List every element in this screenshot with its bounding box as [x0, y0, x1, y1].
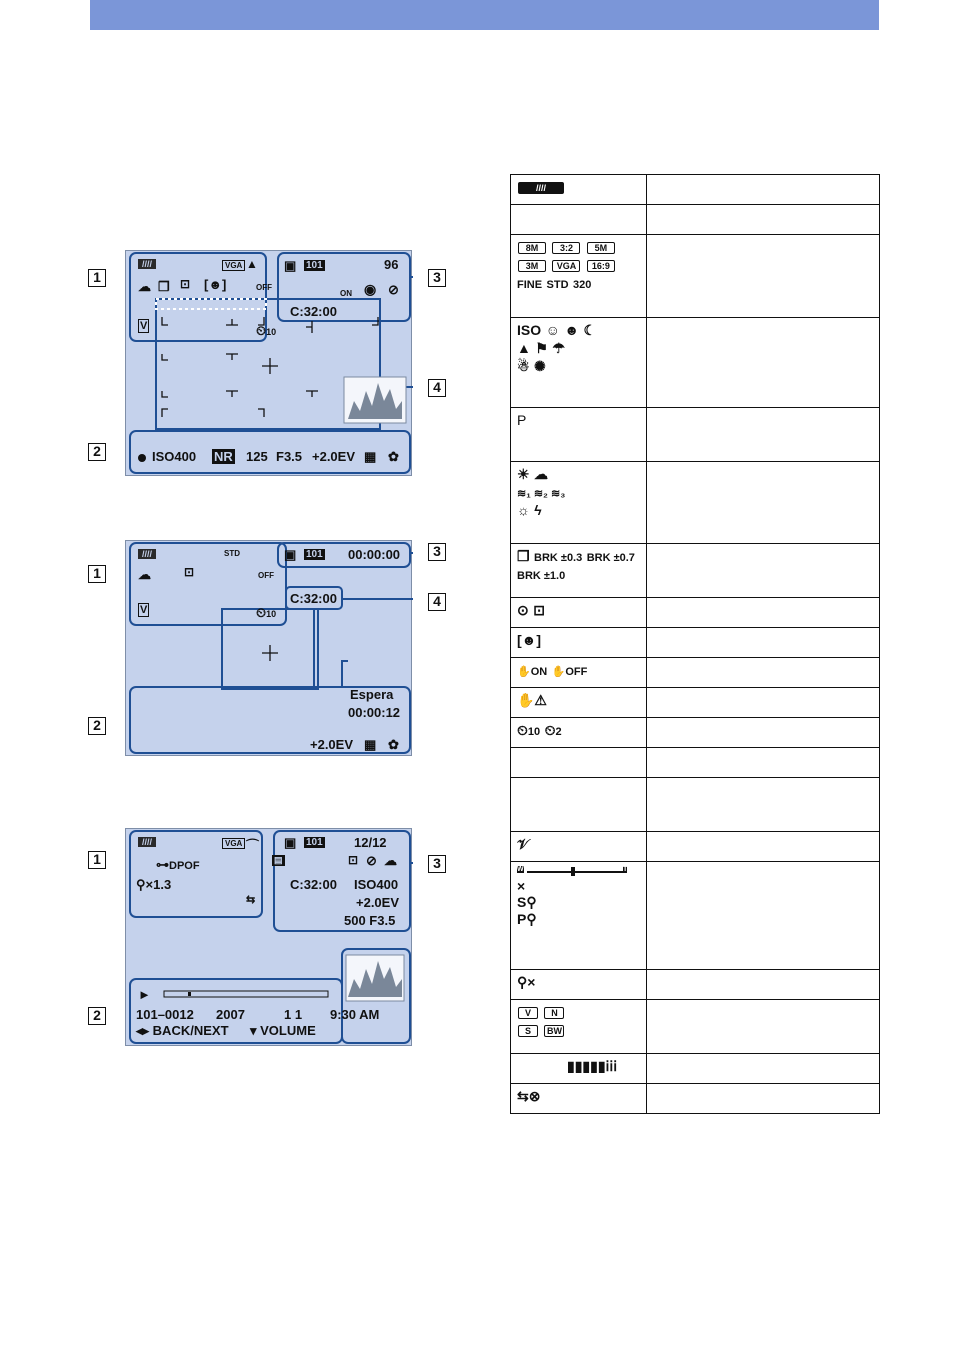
white-balance-icon: ☁: [138, 567, 151, 582]
image-size-8m-icon: 8M: [518, 242, 546, 254]
movie-quality-icon: STD: [224, 549, 240, 558]
twilight-icon: ☾: [583, 322, 597, 338]
face-detection-icon: [☻]: [517, 632, 542, 648]
white-balance-icon: ☁: [384, 853, 397, 868]
flash-mode-icon: ON: [340, 289, 352, 298]
record-year: 2007: [216, 1007, 245, 1022]
movie-counter: 00:00:00: [348, 547, 401, 562]
row-pictbridge: [511, 1084, 647, 1114]
row-steadyshot: [511, 658, 647, 688]
metering-icon: ⊡: [184, 565, 195, 579]
ev-value: +2.0EV: [312, 449, 356, 464]
folder-label: 101: [306, 837, 323, 848]
protect-icon: 𝒱: [517, 836, 529, 852]
movie-320-icon: 320: [572, 279, 592, 291]
callout-3: 3: [428, 855, 446, 873]
smart-zoom-icon: S⚲: [517, 894, 537, 910]
beach-icon: ☂: [552, 340, 565, 356]
row-image-size: [511, 235, 647, 318]
callout-2: 2: [88, 1007, 106, 1025]
back-next-control[interactable]: ◂▸ BACK/NEXT: [136, 1023, 229, 1038]
flash-off-icon: ⊘: [366, 853, 377, 868]
iso-value: ISO400: [152, 449, 197, 464]
battery-icon: ////: [518, 182, 564, 194]
record-date: 1 1: [284, 1007, 303, 1022]
steadyshot-off-icon: ✋OFF: [551, 666, 588, 678]
row-scene: [511, 318, 647, 408]
callout-3: 3: [428, 269, 446, 287]
image-size-vga: VGA: [222, 838, 245, 849]
snow-icon: ☃: [517, 358, 530, 374]
center-weighted-icon: ⊙: [517, 602, 529, 618]
play-icon[interactable]: ►: [138, 987, 151, 1002]
memory-icon: ▣: [284, 547, 297, 562]
steadyshot-off-icon: OFF: [258, 571, 274, 580]
program-icon: P: [517, 412, 527, 428]
flash-off-icon: ⊘: [388, 282, 399, 297]
nr-badge: NR: [214, 449, 233, 464]
scene-v-icon: V: [140, 320, 148, 332]
row-empty-3: [511, 778, 647, 832]
metering-icon: ⊡: [348, 853, 359, 867]
folder-label: 101: [306, 260, 323, 271]
callout-2: 2: [88, 443, 106, 461]
metering-icon: ⊡: [180, 277, 191, 291]
callout-4: 4: [428, 379, 446, 397]
battery-icon: ////: [138, 549, 156, 559]
self-timer-icon: ⏲10: [256, 323, 277, 338]
row-burst-bracket: [511, 544, 647, 598]
callout-1: 1: [88, 851, 106, 869]
bw-icon: BW: [544, 1025, 564, 1037]
image-size-169-icon: 16:9: [587, 260, 615, 272]
image-size-vga-icon: VGA: [552, 260, 580, 272]
twilight-portrait-icon: ☻: [564, 322, 580, 338]
standby-label: Espera: [350, 687, 394, 702]
elapsed-time: 00:00:12: [348, 705, 401, 720]
vivid-icon: V: [518, 1007, 538, 1019]
zoom-scale: W T: [517, 866, 640, 878]
portrait-icon: ☺: [545, 322, 560, 338]
metering-mode-icon: ▦: [364, 449, 377, 464]
row-self-timer: [511, 718, 647, 748]
recording-time: C:32:00: [290, 591, 337, 606]
movie-std-icon: STD: [546, 279, 569, 291]
incandescent-icon: ☼: [517, 502, 530, 518]
row-empty-1: [511, 205, 647, 235]
shutter-speed: 125: [246, 449, 268, 464]
row-empty-2: [511, 748, 647, 778]
row-volume: [511, 1054, 647, 1084]
ev-value: +2.0EV: [310, 737, 354, 752]
landscape-icon: ▲: [517, 340, 531, 356]
flash-wb-icon: ϟ: [534, 502, 542, 518]
row-metering: [511, 598, 647, 628]
zoom-x-icon: ×: [517, 878, 526, 894]
file-number: 101–0012: [136, 1007, 194, 1022]
indicator-table: [510, 174, 880, 1114]
callout-1: 1: [88, 565, 106, 583]
image-size-3m-icon: 3M: [518, 260, 546, 272]
fluorescent-1-icon: ≋₁ ≋₂ ≋₃: [517, 488, 566, 500]
callout-2: 2: [88, 717, 106, 735]
recording-time: C:32:00: [290, 304, 337, 319]
macro-icon: ✿: [388, 449, 399, 464]
ev-value: +2.0EV: [356, 895, 400, 910]
callout-3: 3: [428, 543, 446, 561]
burst-icon: ❐: [517, 548, 530, 564]
brk-03-icon: BRK ±0.3: [534, 552, 583, 564]
volume-bars-icon: ▮▮▮▮▮ⅰⅰⅰ: [567, 1058, 618, 1074]
volume-control[interactable]: ▾ VOLUME: [250, 1023, 316, 1038]
steadyshot-off-icon: OFF: [256, 283, 272, 292]
record-time: 9:30 AM: [330, 1007, 380, 1022]
precision-zoom-icon: P⚲: [517, 911, 537, 927]
zoom-scale: ⚲×1.3: [136, 877, 172, 892]
image-size-32-icon: 3:2: [552, 242, 580, 254]
red-eye-icon: ◉: [364, 281, 377, 297]
natural-icon: N: [544, 1007, 564, 1019]
brk-07-icon: BRK ±0.7: [586, 552, 635, 564]
row-white-balance: [511, 462, 647, 544]
row-vibration: [511, 688, 647, 718]
row-program: [511, 408, 647, 462]
callout-1: 1: [88, 269, 106, 287]
memory-icon: ▣: [284, 835, 297, 850]
steadyshot-on-icon: ✋ON: [517, 666, 548, 678]
landscape-icon: ▲: [246, 257, 258, 271]
battery-icon: ////: [138, 259, 156, 269]
white-balance-icon: ☁: [138, 279, 151, 294]
row-color-mode: [511, 1000, 647, 1054]
vibration-warning-icon: ✋⚠: [517, 692, 547, 708]
self-timer-icon: ⏲10: [256, 605, 277, 620]
burst-icon: ❐: [158, 279, 170, 294]
callout-4: 4: [428, 593, 446, 611]
aperture-value: F3.5: [276, 449, 303, 464]
recording-time: C:32:00: [290, 877, 337, 892]
row-face-detect: [511, 628, 647, 658]
protect-icon: ⌒: [246, 838, 260, 853]
remaining-count: 96: [384, 257, 399, 272]
metering-mode-icon: ▦: [364, 737, 377, 752]
battery-icon: ////: [138, 837, 156, 847]
spot-metering-icon: ⊡: [533, 602, 545, 618]
pictbridge-icon: ⇆: [246, 894, 256, 906]
sepia-icon: S: [518, 1025, 538, 1037]
folder-label: 101: [306, 549, 323, 560]
row-protect: [511, 832, 647, 862]
sport-icon: ⚑: [535, 340, 548, 356]
pictbridge-icon: ⇆⊗: [517, 1088, 541, 1104]
image-count: 12/12: [354, 835, 387, 850]
high-iso-icon: ISO: [517, 322, 542, 338]
memory-icon: ▣: [284, 258, 297, 273]
macro-icon: ✿: [388, 737, 399, 752]
image-size-5m-icon: 5M: [587, 242, 615, 254]
row-playback-zoom: [511, 970, 647, 1000]
row-zoom: [511, 862, 647, 970]
movie-fine-icon: FINE: [517, 279, 543, 291]
self-timer-10-icon: ⏲10: [517, 722, 541, 738]
image-size-vga: VGA: [222, 260, 245, 271]
lcd-screen-movie: [93, 540, 441, 756]
lcd-screen-still: [93, 250, 441, 476]
self-timer-2-icon: ⏲2: [544, 722, 562, 738]
face-detect-icon: [☻]: [204, 277, 227, 292]
playback-folder-icon: ▤: [274, 855, 283, 865]
playback-zoom-icon: ⚲×: [517, 974, 536, 990]
brk-10-icon: BRK ±1.0: [517, 570, 566, 582]
row-battery: [511, 175, 647, 205]
header-bar: [90, 0, 879, 30]
lcd-screen-playback: [93, 828, 441, 1046]
cloudy-icon: ☁: [534, 466, 549, 482]
dpof-mark: ⊶DPOF: [156, 857, 200, 872]
daylight-icon: ☀: [517, 466, 530, 482]
fireworks-icon: ✺: [534, 358, 546, 374]
iso-value: ISO400: [354, 877, 399, 892]
scene-v-icon: V: [140, 604, 148, 616]
shutter-aperture: 500 F3.5: [344, 913, 396, 928]
